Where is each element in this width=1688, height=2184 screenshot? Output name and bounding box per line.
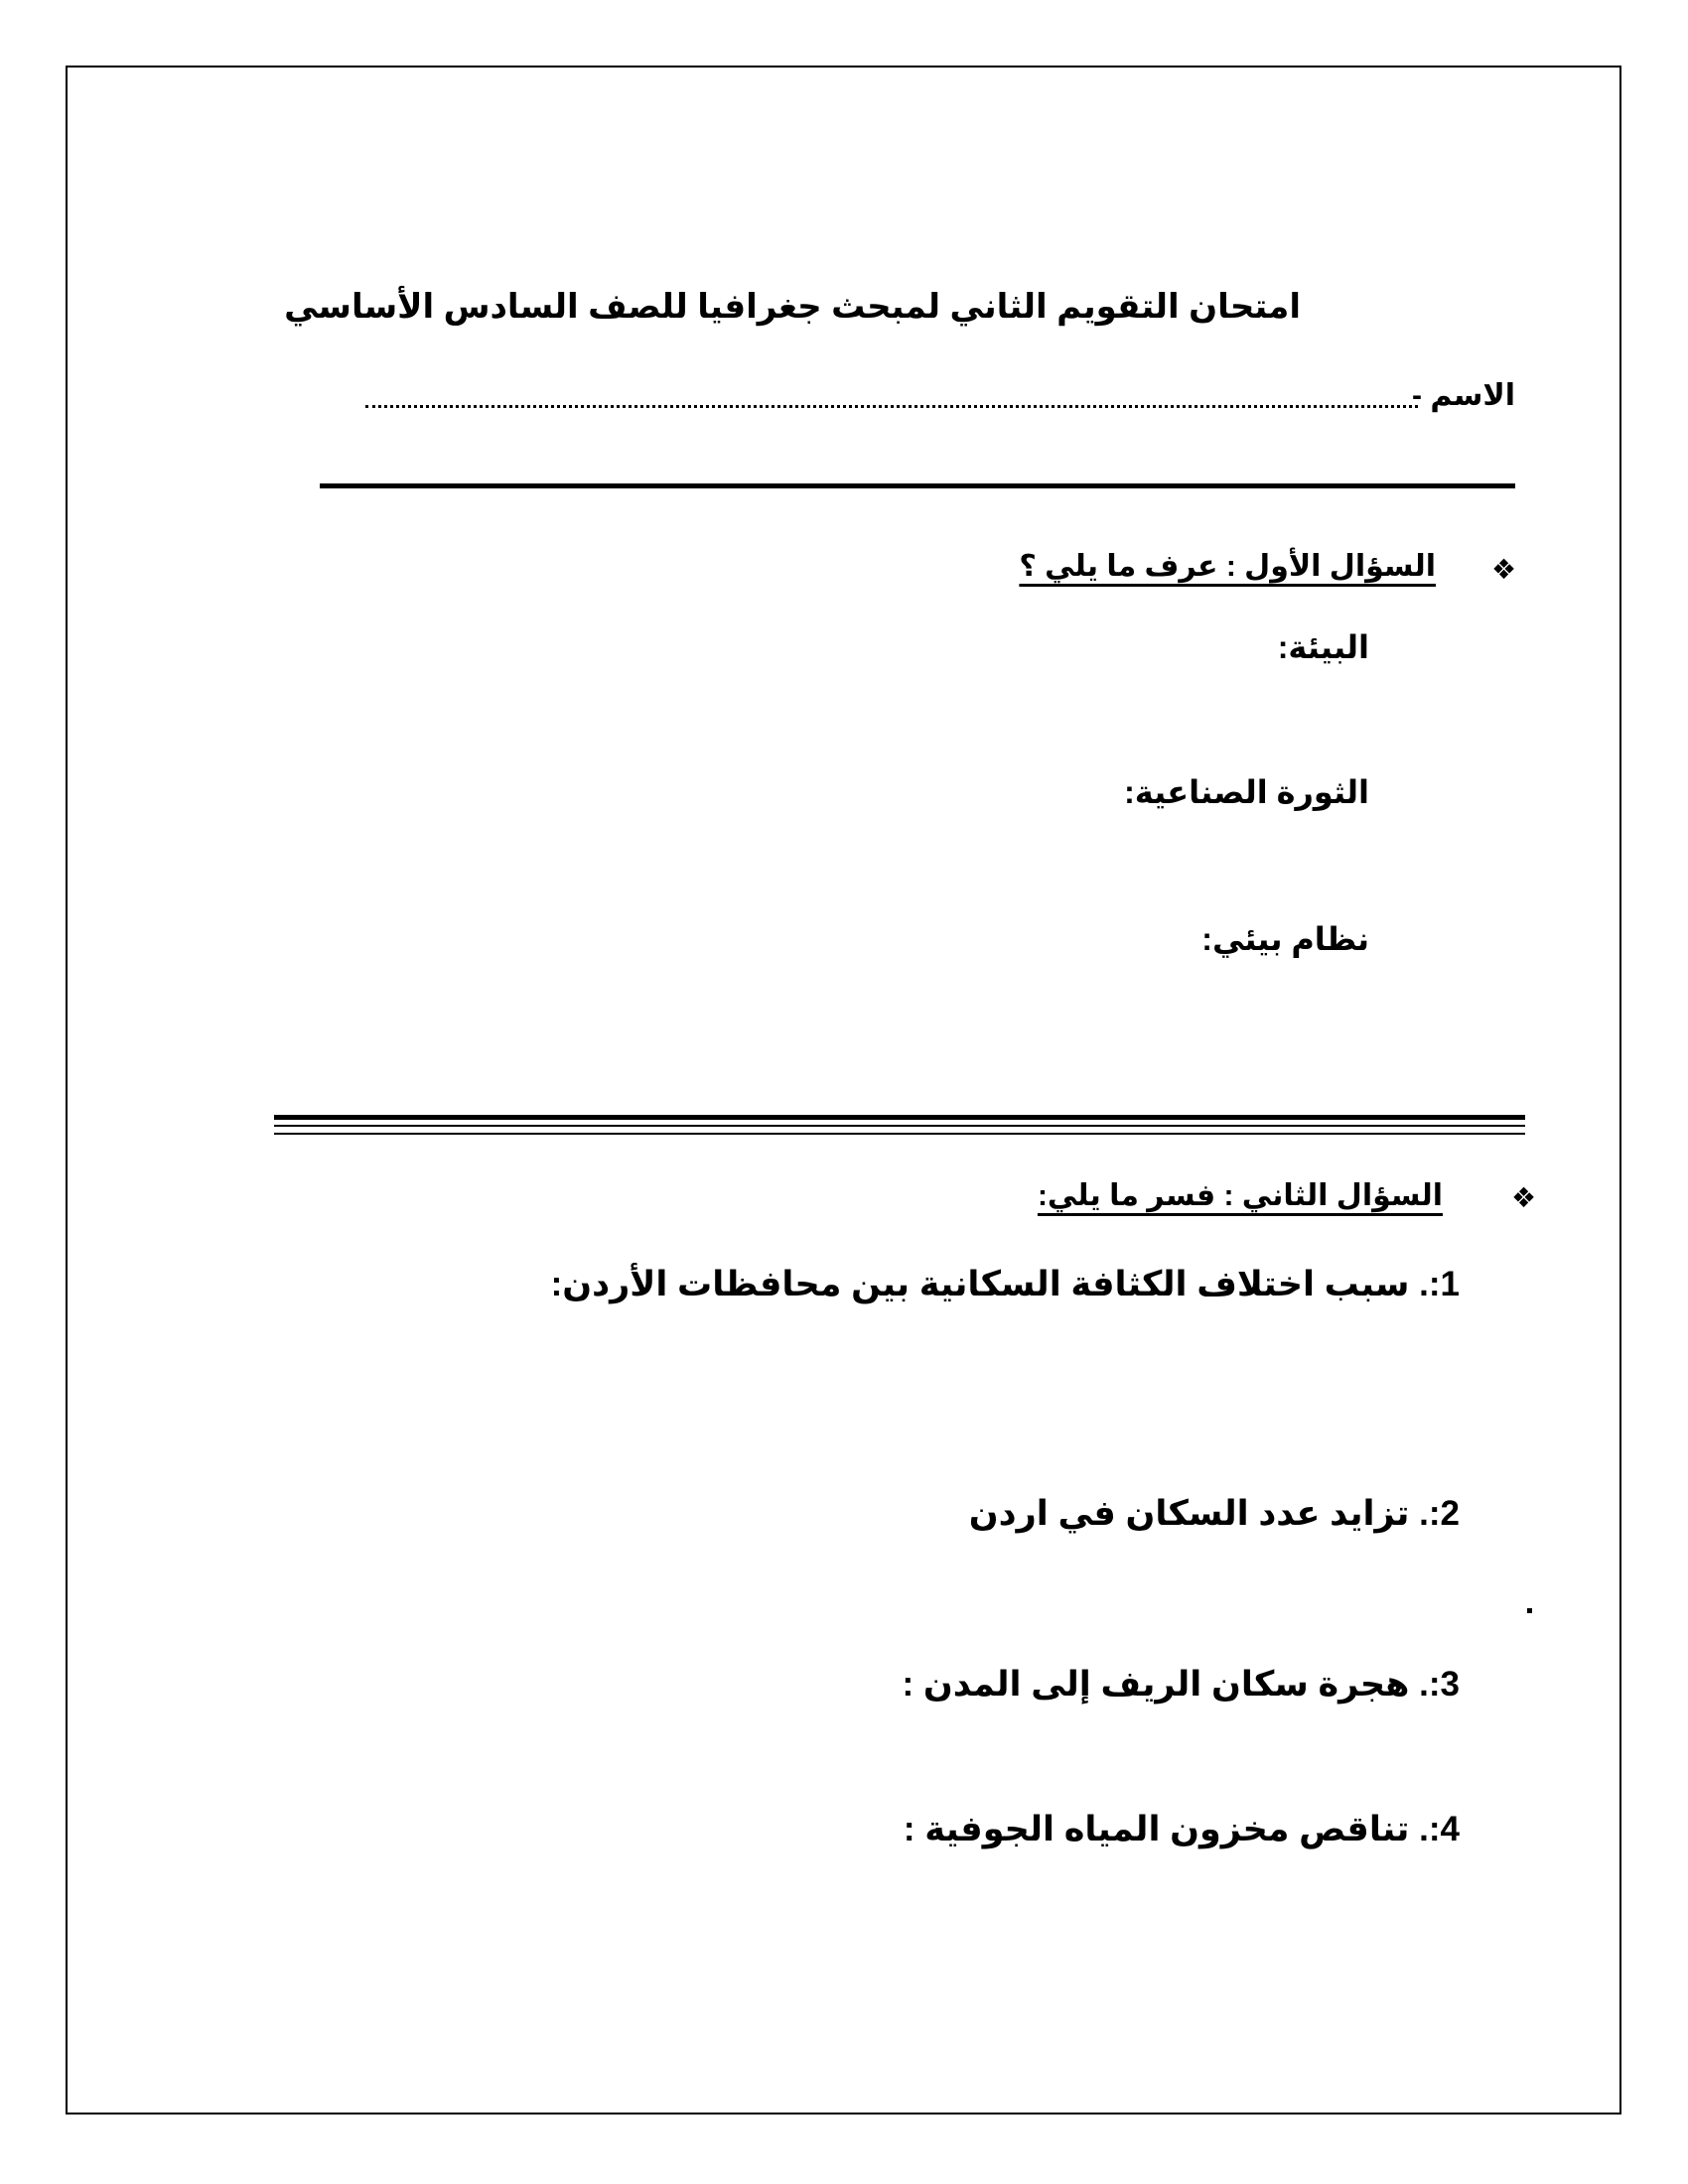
term-environment: البيئة: xyxy=(1277,629,1369,665)
diamond-bullet-icon: ❖ xyxy=(1511,1182,1537,1213)
question2-item-4: 4:. تناقص مخزون المياه الجوفية : xyxy=(903,1810,1460,1848)
term-ecosystem: نظام بيئي: xyxy=(1201,921,1369,957)
double-divider-line xyxy=(274,1125,1525,1127)
question2-item-2: 2:. تزايد عدد السكان في اردن xyxy=(968,1494,1460,1533)
question1-heading: السؤال الأول : عرف ما يلي ؟ xyxy=(1019,550,1436,583)
name-field-dotted-line[interactable] xyxy=(365,405,1418,408)
stray-dot xyxy=(1527,1608,1532,1613)
diamond-bullet-icon: ❖ xyxy=(1491,554,1517,585)
divider xyxy=(320,483,1515,488)
question2-heading: السؤال الثاني : فسر ما يلي: xyxy=(1037,1179,1443,1212)
exam-title: امتحان التقويم الثاني لمبحث جغرافيا للصف السادس الأساسي xyxy=(284,288,1301,326)
term-industrial-revolution: الثورة الصناعية: xyxy=(1124,774,1369,810)
double-divider xyxy=(274,1115,1525,1120)
question2-item-3: 3:. هجرة سكان الريف إلى المدن : xyxy=(902,1665,1460,1704)
name-label: الاسم - xyxy=(1412,379,1515,412)
question2-item-1: 1:. سبب اختلاف الكثافة السكانية بين محافظات الأردن: xyxy=(550,1265,1460,1303)
page-border xyxy=(66,66,1621,2115)
double-divider-line xyxy=(274,1133,1525,1135)
